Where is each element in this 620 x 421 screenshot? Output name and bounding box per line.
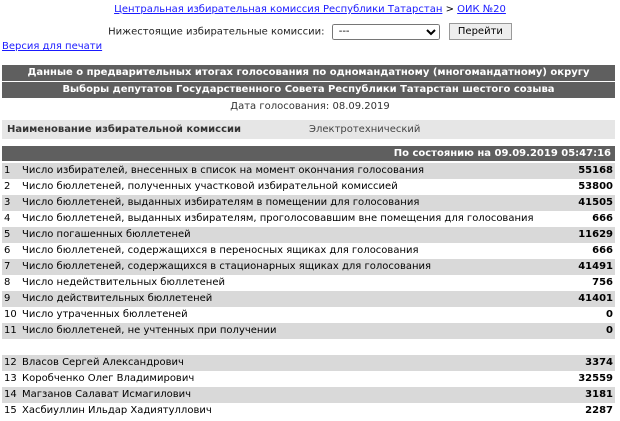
row-number: 4 (4, 213, 11, 224)
table-row (2, 355, 615, 371)
row-number: 15 (4, 405, 17, 416)
row-name: Число бюллетеней, содержащихся в переносных ящиках для голосования (22, 245, 419, 256)
table-row (2, 291, 615, 307)
row-value: 41491 (569, 259, 615, 275)
lower-commissions-label: Нижестоящие избирательные комиссии: (108, 26, 325, 38)
row-value: 55168 (569, 163, 615, 179)
row-name: Хасбиуллин Ильдар Хадиятуллович (22, 405, 212, 416)
row-name: Число бюллетеней, выданных избирателям в помещении для голосования (22, 197, 420, 208)
row-number: 14 (4, 389, 17, 400)
row-value: 666 (592, 213, 613, 224)
row-name: Магзанов Салават Исмагилович (22, 389, 192, 400)
row-name: Число бюллетеней, не учтенных при получении (22, 325, 277, 336)
voting-date-label: Дата голосования: (230, 101, 330, 112)
table-row (2, 227, 615, 243)
row-name: Число погашенных бюллетеней (22, 229, 191, 240)
row-name: Число недействительных бюллетеней (22, 277, 225, 288)
table-row (2, 275, 615, 291)
lower-commissions-bar (0, 23, 620, 40)
row-value: 756 (592, 277, 613, 288)
row-name: Власов Сергей Александрович (22, 357, 184, 368)
row-name: Число действительных бюллетеней (22, 293, 213, 304)
row-value: 0 (606, 309, 613, 320)
row-number: 5 (4, 229, 11, 240)
row-number: 10 (4, 309, 17, 320)
table-row (2, 387, 615, 403)
lower-commissions-select[interactable] (332, 24, 440, 40)
row-number: 3 (4, 197, 11, 208)
table-row (2, 179, 615, 195)
table-row (2, 323, 615, 339)
commission-value: Электротехнический (309, 124, 421, 135)
table-row (2, 243, 615, 259)
row-number: 7 (4, 261, 11, 272)
row-value: 0 (569, 323, 615, 339)
voting-date (0, 101, 620, 112)
election-title: Выборы депутатов Государственного Совета Республики Татарстан шестого созыва (2, 82, 615, 98)
row-name: Число бюллетеней, выданных избирателям, проголосовавшим вне помещения для голосования (22, 213, 534, 224)
candidate-table (2, 355, 615, 419)
breadcrumb-separator: > (445, 4, 454, 15)
row-value: 53800 (578, 181, 613, 192)
table-row (2, 259, 615, 275)
row-value: 41401 (569, 291, 615, 307)
breadcrumb-cik-link[interactable]: Центральная избирательная комиссия Республики Татарстан (114, 4, 443, 15)
print-version-link[interactable]: Версия для печати (2, 41, 103, 52)
status-bar (2, 146, 615, 161)
row-number: 8 (4, 277, 11, 288)
row-number: 9 (4, 293, 11, 304)
go-button[interactable]: Перейти (449, 23, 512, 40)
row-name: Число утраченных бюллетеней (22, 309, 188, 320)
row-value: 41505 (569, 195, 615, 211)
table-row (2, 403, 615, 419)
row-value: 32559 (578, 373, 613, 384)
table-row (2, 195, 615, 211)
row-value: 666 (592, 245, 613, 256)
row-number: 12 (4, 357, 17, 368)
commission-label: Наименование избирательной комиссии (7, 124, 242, 135)
table-row (2, 371, 615, 387)
row-value: 2287 (585, 405, 613, 416)
row-name: Число бюллетеней, полученных участковой избирательной комиссией (22, 181, 398, 192)
row-value: 11629 (569, 227, 615, 243)
commission-row (2, 120, 615, 139)
table-row (2, 307, 615, 323)
row-number: 2 (4, 181, 11, 192)
breadcrumb (0, 4, 620, 15)
results-header-title: Данные о предварительных итогах голосования по одномандатному (многомандатному) округу (2, 65, 615, 81)
row-name: Коробченко Олег Владимирович (22, 373, 195, 384)
row-name: Число бюллетеней, содержащихся в стационарных ящиках для голосования (22, 261, 432, 272)
breadcrumb-oik-link[interactable]: ОИК №20 (457, 4, 506, 15)
status-timestamp: По состоянию на 09.09.2019 05:47:16 (393, 148, 611, 159)
voting-date-value: 08.09.2019 (332, 101, 390, 112)
protocol-table (2, 163, 615, 339)
row-number: 1 (4, 165, 11, 176)
row-number: 13 (4, 373, 17, 384)
row-name: Число избирателей, внесенных в список на момент окончания голосования (22, 165, 425, 176)
row-value: 3181 (569, 387, 615, 403)
row-number: 6 (4, 245, 11, 256)
row-value: 3374 (569, 355, 615, 371)
row-number: 11 (4, 325, 17, 336)
table-row (2, 211, 615, 227)
table-row (2, 163, 615, 179)
